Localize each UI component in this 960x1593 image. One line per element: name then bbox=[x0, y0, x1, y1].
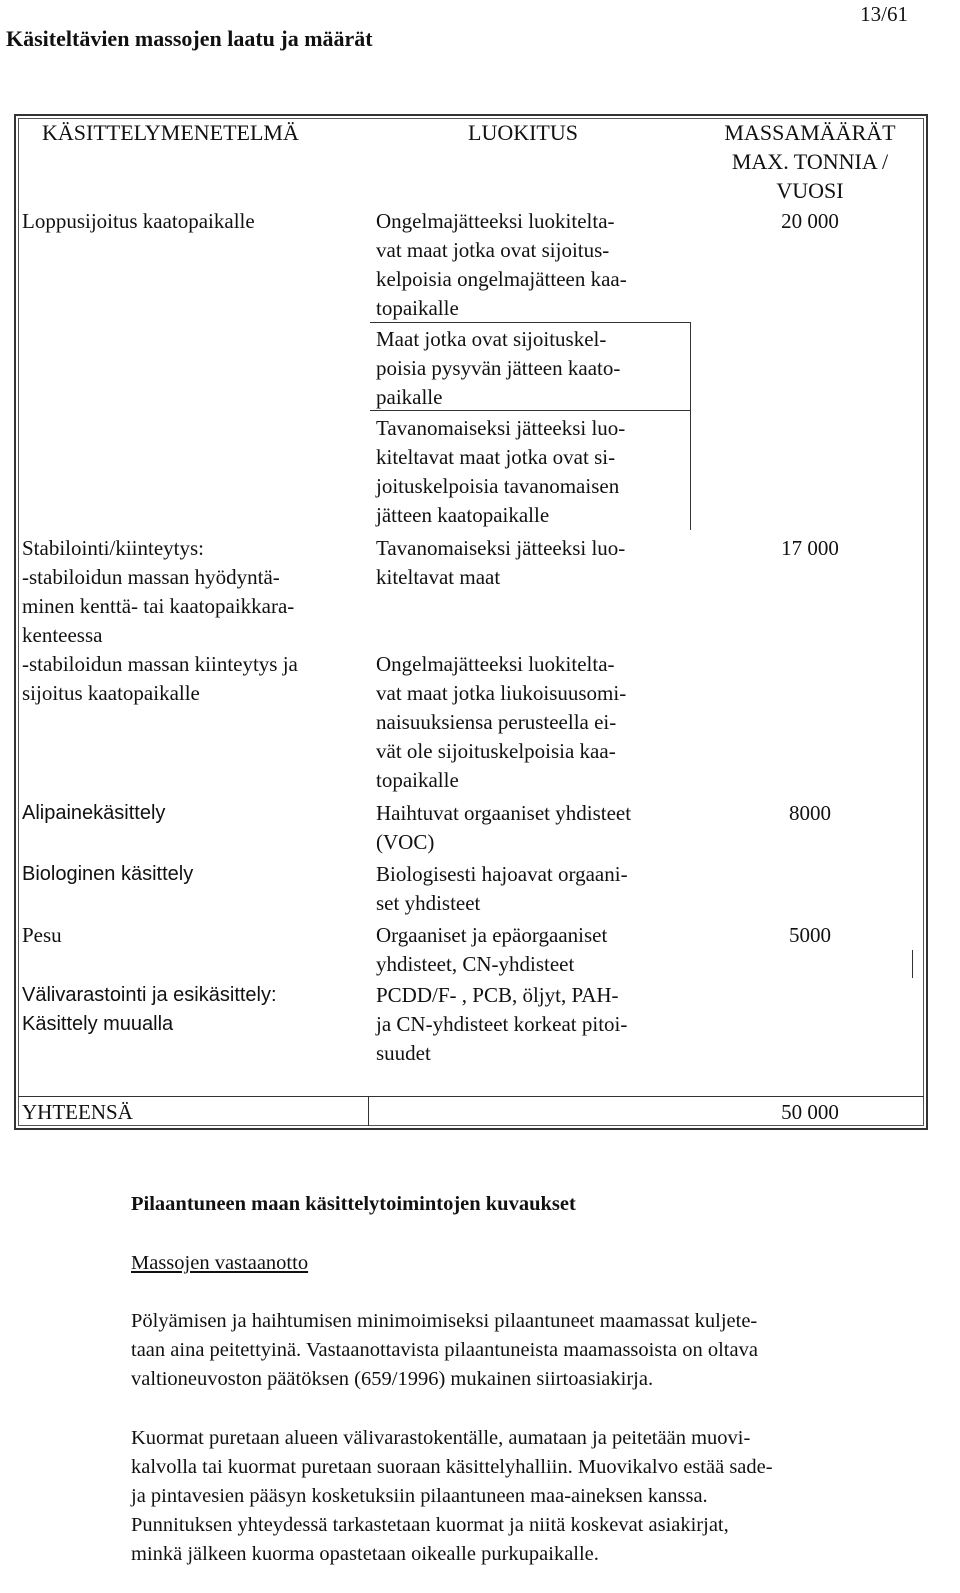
class-line: yhdisteet, CN-yhdisteet bbox=[376, 952, 575, 976]
header-amounts-2: MAX. TONNIA / bbox=[731, 149, 889, 174]
class-line: paikalle bbox=[376, 385, 443, 409]
class-line: PCDD/F- , PCB, öljyt, PAH- bbox=[376, 983, 619, 1007]
method-line: kenteessa bbox=[22, 623, 103, 647]
class-line: topaikalle bbox=[376, 296, 459, 320]
method-line: minen kenttä- tai kaatopaikkara- bbox=[22, 594, 295, 618]
paragraph-line: taan aina peitettyinä. Vastaanottavista pilaantuneista maamassoista on oltava bbox=[131, 1339, 758, 1361]
class-line: Maat jotka ovat sijoituskel- bbox=[376, 327, 607, 351]
header-amounts-1: MASSAMÄÄRÄT bbox=[724, 120, 896, 145]
table-rule bbox=[690, 410, 691, 530]
method-line: Välivarastointi ja esikäsittely: bbox=[22, 984, 277, 1006]
paragraph-line: Pölyämisen ja haihtumisen minimoimiseksi pilaantuneet maamassat kuljete- bbox=[131, 1310, 758, 1332]
amount-pesu: 5000 bbox=[789, 923, 831, 947]
amount-alipaine: 8000 bbox=[789, 801, 831, 825]
total-amount: 50 000 bbox=[781, 1100, 839, 1124]
paragraph-line: minkä jälkeen kuorma opastetaan oikealle purkupaikalle. bbox=[131, 1543, 599, 1565]
class-line: Orgaaniset ja epäorgaaniset bbox=[376, 923, 608, 947]
class-line: topaikalle bbox=[376, 768, 459, 792]
class-line: kelpoisia ongelmajätteen kaa- bbox=[376, 267, 627, 291]
class-line: joituskelpoisia tavanomaisen bbox=[376, 474, 620, 498]
section-title: Pilaantuneen maan käsittelytoimintojen kuvaukset bbox=[131, 1193, 576, 1215]
total-label: YHTEENSÄ bbox=[22, 1100, 133, 1124]
table-rule bbox=[18, 1096, 924, 1097]
class-line: Haihtuvat orgaaniset yhdisteet bbox=[376, 801, 632, 825]
method-loppusijoitus: Loppusijoitus kaatopaikalle bbox=[22, 209, 255, 233]
class-line: Tavanomaiseksi jätteeksi luo- bbox=[376, 416, 626, 440]
paragraph-line: kalvolla tai kuormat puretaan suoraan käsittelyhalliin. Muovikalvo estää sade- bbox=[131, 1456, 773, 1478]
class-line: suudet bbox=[376, 1041, 431, 1065]
amount-stabilointi: 17 000 bbox=[781, 536, 839, 560]
document-title: Käsiteltävien massojen laatu ja määrät bbox=[6, 26, 373, 51]
class-line: set yhdisteet bbox=[376, 891, 481, 915]
class-line: kiteltavat maat jotka ovat si- bbox=[376, 445, 616, 469]
header-amounts-3: VUOSI bbox=[776, 178, 844, 203]
header-class: LUOKITUS bbox=[468, 120, 578, 145]
class-line: vat maat jotka liukoisuusomi- bbox=[376, 681, 627, 705]
subsection-title: Massojen vastaanotto bbox=[131, 1252, 309, 1274]
class-line: Tavanomaiseksi jätteeksi luo- bbox=[376, 536, 626, 560]
class-line: Biologisesti hajoavat orgaani- bbox=[376, 862, 628, 886]
method-line: -stabiloidun massan hyödyntä- bbox=[22, 565, 280, 589]
class-line: vät ole sijoituskelpoisia kaa- bbox=[376, 739, 616, 763]
method-pesu: Pesu bbox=[22, 923, 62, 947]
paragraph-line: Punnituksen yhteydessä tarkastetaan kuormat ja niitä koskevat asiakirjat, bbox=[131, 1514, 729, 1536]
method-line: sijoitus kaatopaikalle bbox=[22, 681, 200, 705]
class-line: poisia pysyvän jätteen kaato- bbox=[376, 356, 621, 380]
method-biologinen: Biologinen käsittely bbox=[22, 863, 194, 885]
class-line: naisuuksiensa perusteella ei- bbox=[376, 710, 617, 734]
table-rule bbox=[368, 1096, 369, 1126]
method-alipaine: Alipainekäsittely bbox=[22, 802, 166, 824]
page-number: 13/61 bbox=[860, 2, 908, 26]
class-line: ja CN-yhdisteet korkeat pitoi- bbox=[376, 1012, 628, 1036]
class-line: Ongelmajätteeksi luokiteltа- bbox=[376, 209, 615, 233]
class-line: Ongelmajätteeksi luokiteltа- bbox=[376, 652, 615, 676]
paragraph-line: valtioneuvoston päätöksen (659/1996) mukainen siirtoasiakirja. bbox=[131, 1368, 654, 1390]
header-method: KÄSITTELYMENETELMÄ bbox=[42, 120, 299, 145]
method-line: Stabilointi/kiinteytys: bbox=[22, 536, 205, 560]
paragraph-line: Kuormat puretaan alueen välivarastokentälle, aumataan ja peitetään muovi- bbox=[131, 1427, 751, 1449]
method-line: Käsittely muualla bbox=[22, 1013, 174, 1035]
table-rule bbox=[690, 322, 691, 410]
paragraph-line: ja pintavesien pääsyn kosketuksiin pilaantuneen maa-aineksen kanssa. bbox=[131, 1485, 708, 1507]
class-line: vat maat jotka ovat sijoitus- bbox=[376, 238, 610, 262]
class-line: kiteltavat maat bbox=[376, 565, 501, 589]
amount-loppusijoitus: 20 000 bbox=[781, 209, 839, 233]
margin-mark bbox=[912, 950, 913, 978]
class-line: jätteen kaatopaikalle bbox=[376, 503, 550, 527]
method-line: -stabiloidun massan kiinteytys ja bbox=[22, 652, 298, 676]
class-line: (VOC) bbox=[376, 830, 435, 854]
